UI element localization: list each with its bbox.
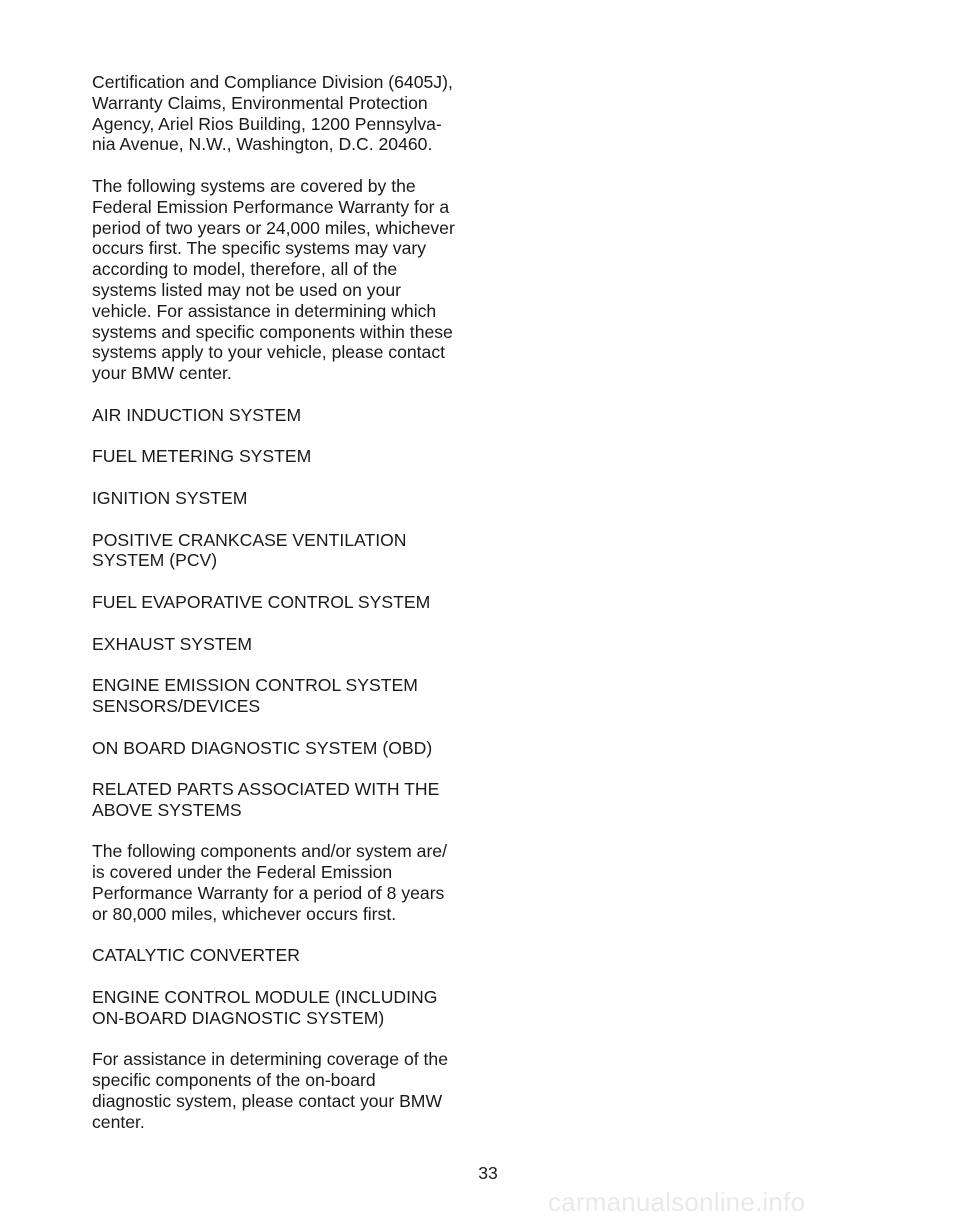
system-air-induction: AIR INDUCTION SYSTEM [92,404,302,425]
epa-address-paragraph: Certification and Compliance Division (6405J), Warranty Claims, Environmental Protection Agency, Ariel Rios Building, 1200 Pennsylva- nia Avenue, N.W., Washington, D.C. 20460. [92,72,453,155]
two-year-systems-list [92,405,482,821]
watermark: carmanualsonline.info [548,1187,806,1217]
eight-year-warranty-paragraph: The following components and/or system are/ is covered under the Federal Emission Performance Warranty for a period of 8 years or 80,000 miles, whichever occurs first. [92,841,447,924]
two-year-warranty-paragraph: The following systems are covered by the Federal Emission Performance Warranty for a period of two years or 24,000 miles, whichever occurs first. The specific systems may vary according to model, therefore, all of the systems listed may not be used on your vehicle. For assistance in determining which systems and specific components within these systems apply to your vehicle, please contact your BMW center. [92,175,455,384]
system-obd: ON BOARD DIAGNOSTIC SYSTEM (OBD) [92,737,433,758]
document-body [92,72,482,1153]
system-ignition: IGNITION SYSTEM [92,487,248,508]
closing-paragraph: For assistance in determining coverage of the specific components of the on-board diagnostic system, please contact your BMW center. [92,1049,448,1132]
system-fuel-evaporative: FUEL EVAPORATIVE CONTROL SYSTEM [92,591,431,612]
system-pcv: POSITIVE CRANKCASE VENTILATION SYSTEM (PCV) [92,529,407,571]
page-number: 33 [478,1163,498,1183]
system-catalytic-converter: CATALYTIC CONVERTER [92,945,300,966]
system-emission-sensors: ENGINE EMISSION CONTROL SYSTEM SENSORS/DEVICES [92,675,418,716]
system-engine-control-module: ENGINE CONTROL MODULE (INCLUDING ON-BOARD DIAGNOSTIC SYSTEM) [92,987,438,1028]
eight-year-systems-list [92,945,482,1028]
system-related-parts: RELATED PARTS ASSOCIATED WITH THE ABOVE SYSTEMS [92,779,440,820]
system-exhaust: EXHAUST SYSTEM [92,633,253,654]
system-fuel-metering: FUEL METERING SYSTEM [92,446,312,467]
